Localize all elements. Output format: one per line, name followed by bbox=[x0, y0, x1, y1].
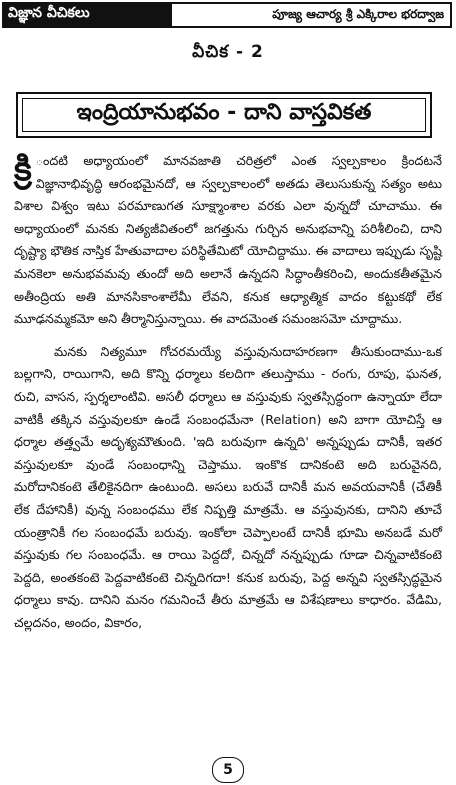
running-header bbox=[2, 2, 452, 28]
paragraph-2: మనకు నిత్యమూ గోచరమయ్యే వస్తువునుదాహరణగా తీసుకుందాము-ఒక బల్లగాని, రాయిగాని, అది కొన్ని ధర్మాలు కలదిగా తలుస్తాము - రంగు, రూపు, ఘనత, రుచి, వాసన, స్పర్శలాంటివి. అసలీ ధర్మాలు ఆ వస్తువుకు స్వతస్సిద్ధంగా ఉన్నాయా లేదా వాటికీ తక్కిన వస్తువులకూ ఉండే సంబంధమేనా (Relation) అని బాగా యోచిస్తే ఆ ధర్మాల తత్త్వమే అదృశ్యమౌతుంది. 'ఇది బరువుగా ఉన్నది' అన్నప్పుడు దానికీ, ఇతర వస్తువులకూ వుండే సంబంధాన్ని చెప్తాము. ఇంకొక దానికంటె అది బరువైనది, మరోదానికంటె తేలికైనదిగా ఉంటుంది. అసలు బరువే దానికీ మన అవయవానికీ (చేతికీ లేక దేహానికీ) వున్న సంబంధము లేక నిష్పత్తి మాత్రమే. ఆ వస్తువునకు, దానిని తూచే యంత్రానికీ గల సంబంధమే బరువు. ఇంకోలా చెప్పాలంటే దానికీ భూమి అనబడే మరో వస్తువుకు గల సంబంధమే. ఆ రాయి పెద్దదో, చిన్నదో నన్నప్పుడు గూడా చిన్నవాటికంటె పెద్దది, అంతకంటె పెద్దవాటికంటె చిన్నదిగదా! కనుక బరువు, పెద్ద అన్నవి స్వతస్సిద్ధమైన ధర్మాలు కావు. దానిని మనం గమనించే తీరు మాత్రమే ఆ విశేషణాలు కాధారం. వేడిమి, చల్లదనం, అందం, వికారం, bbox=[14, 343, 442, 630]
chapter-heading: వీచిక - 2 bbox=[192, 42, 264, 62]
page-number: 5 bbox=[212, 757, 244, 783]
drop-cap: క్రి bbox=[14, 149, 32, 189]
body-text bbox=[14, 150, 442, 634]
paragraph-1-text: ందటి అధ్యాయంలో మానవజాతి చరిత్రలో ఎంత స్వల్పకాలం క్రిందటనే విజ్ఞానాభివృద్ధి ఆరంభమైనదో, ఆ స్వల్పకాలంలో అతడు తెలుసుకున్న సత్యం అటు విశాల విశ్వం ఇటు పరమాణుగత సూక్ష్మాంశాల వరకు ఎలా వున్నదో చూచాము. ఈ అధ్యాయంలో మనకు నిత్యజీవితంలో జగత్తును గుర్చిన అనుభవాన్ని పరిశీలించి, దాని దృష్ట్యా భౌతిక నాస్తిక హేతువాదాల పరిస్థితేమిటో యోచిద్దాము. ఈ వాదాలు ఇప్పుడు సృష్టి మనకెలా అనుభవమవు తుందో అది అలానే ఉన్నదని సిద్ధాంతీకరించి, అందుకతీతమైన అతీంద్రియ అతి మానసికాంశాలేమీ లేవని, కనుక ఆధ్యాత్మిక వాదం కట్టుకథో లేక మూఢనమ్మకమో అని తీర్మానిస్తున్నాయి. ఈ వాదమెంత సమంజసమో చూద్దాము. bbox=[14, 153, 442, 327]
chapter-title: ఇంద్రియానుభవం - దాని వాస్తవికత bbox=[76, 100, 372, 125]
author-name: పూజ్య ఆచార్య శ్రీ ఎక్కిరాల భరద్వాజ bbox=[172, 2, 452, 28]
book-title: విజ్ఞాన వీచికలు bbox=[2, 2, 172, 28]
paragraph-1 bbox=[14, 150, 442, 331]
chapter-title-box bbox=[16, 92, 432, 138]
